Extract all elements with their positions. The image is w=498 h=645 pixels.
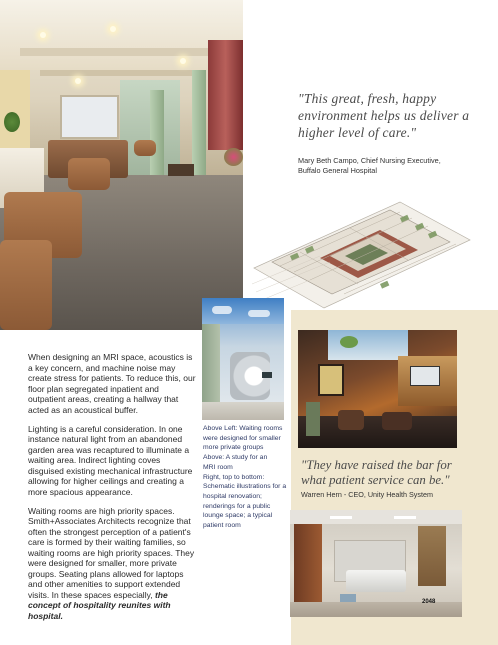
flowers	[224, 148, 243, 166]
ceiling-beam	[20, 48, 220, 56]
ceiling-beam	[40, 70, 200, 76]
photo-captions	[203, 424, 291, 531]
chair	[382, 412, 412, 430]
ceiling-light	[330, 516, 352, 519]
artwork	[318, 364, 344, 396]
chair	[338, 410, 364, 430]
planter	[306, 402, 320, 436]
ceiling-light	[40, 32, 46, 38]
floor	[298, 416, 457, 448]
ceiling-light	[394, 516, 416, 519]
ceiling-light	[75, 78, 81, 84]
mri-room-photo	[202, 298, 284, 420]
caption-line: Above: A study for an	[203, 454, 268, 462]
armchair	[68, 158, 110, 190]
attribution-line: Mary Beth Campo, Chief Nursing Executive,	[298, 156, 441, 165]
armchair	[134, 140, 156, 156]
armchair	[0, 240, 52, 330]
ceiling	[290, 510, 462, 524]
caption-line: Schematic illustrations for a	[203, 483, 287, 491]
caption-line: more private groups	[203, 444, 264, 452]
floor	[290, 602, 462, 617]
lobby-waiting-room-photo	[0, 0, 243, 330]
quote-attribution-top	[298, 156, 488, 175]
ceiling-light	[110, 26, 116, 32]
body-paragraph	[28, 506, 196, 622]
attribution-line: Buffalo General Hospital	[298, 165, 377, 175]
floor	[202, 402, 284, 420]
window	[410, 366, 440, 386]
cloud	[248, 310, 270, 317]
mri-bore-opening	[262, 372, 272, 378]
caption-line: MRI room	[203, 463, 233, 471]
side-table	[168, 164, 194, 176]
public-lounge-rendering	[298, 330, 457, 448]
caption-line: lounge space; a typical	[203, 512, 273, 520]
patient-bed	[346, 570, 406, 592]
body-paragraph: When designing an MRI space, acoustics is a key concern, and machine noise may create stress for patients. To reduce this, our floor plan segregated inpatient and outpatient areas, creating a hallway that acted as an acoustical buffer.	[28, 352, 196, 415]
window	[60, 95, 119, 139]
caption-line: renderings for a public	[203, 502, 271, 510]
caption-line: Right, top to bottom:	[203, 473, 265, 481]
body-paragraph: Lighting is a careful consideration. In one instance natural light from an abandoned garden area was recaptured to illuminate a waiting area. Indirect lighting coves disguised existing mechanical infrastructure allowing for higher ceilings and creating a more spacious appearance.	[28, 423, 193, 497]
article-body	[28, 352, 196, 630]
cloud	[212, 306, 232, 314]
door	[418, 526, 446, 586]
body-text: Waiting rooms are high priority spaces. Smith+Associates Architects recognize that often the strongest perception of a patient's care is formed by their waiting families, so waiting rooms are high priority spaces. They were designed for smaller, more private groups. Seating plans allowed for laptops and other amenities to support extended visits. In these spaces especially,	[28, 505, 195, 600]
ceiling	[0, 0, 243, 70]
skylight	[328, 330, 408, 360]
pull-quote-bottom: "They have raised the bar for what patient service can be."	[301, 458, 452, 487]
plant	[4, 112, 20, 132]
drapery	[208, 40, 243, 150]
tree-canopy	[340, 336, 358, 348]
room-number-label: 2048	[422, 599, 436, 605]
caption-line: patient room	[203, 522, 241, 530]
caption-line: were designed for smaller	[203, 434, 281, 442]
patient-room-rendering	[290, 510, 462, 617]
pull-quote-top: "This great, fresh, happy environment helps us deliver a higher level of care."	[298, 91, 470, 140]
caption-line: hospital renovation;	[203, 492, 262, 500]
caption-line: Above Left: Waiting rooms	[203, 425, 283, 432]
ceiling-light	[180, 58, 186, 64]
emphasis-text: the concept of hospitality reunites with hospital.	[28, 589, 171, 621]
schematic-floor-plan-illustration	[250, 196, 472, 311]
quote-attribution-bottom: Warren Hern - CEO, Unity Health System	[301, 490, 433, 499]
